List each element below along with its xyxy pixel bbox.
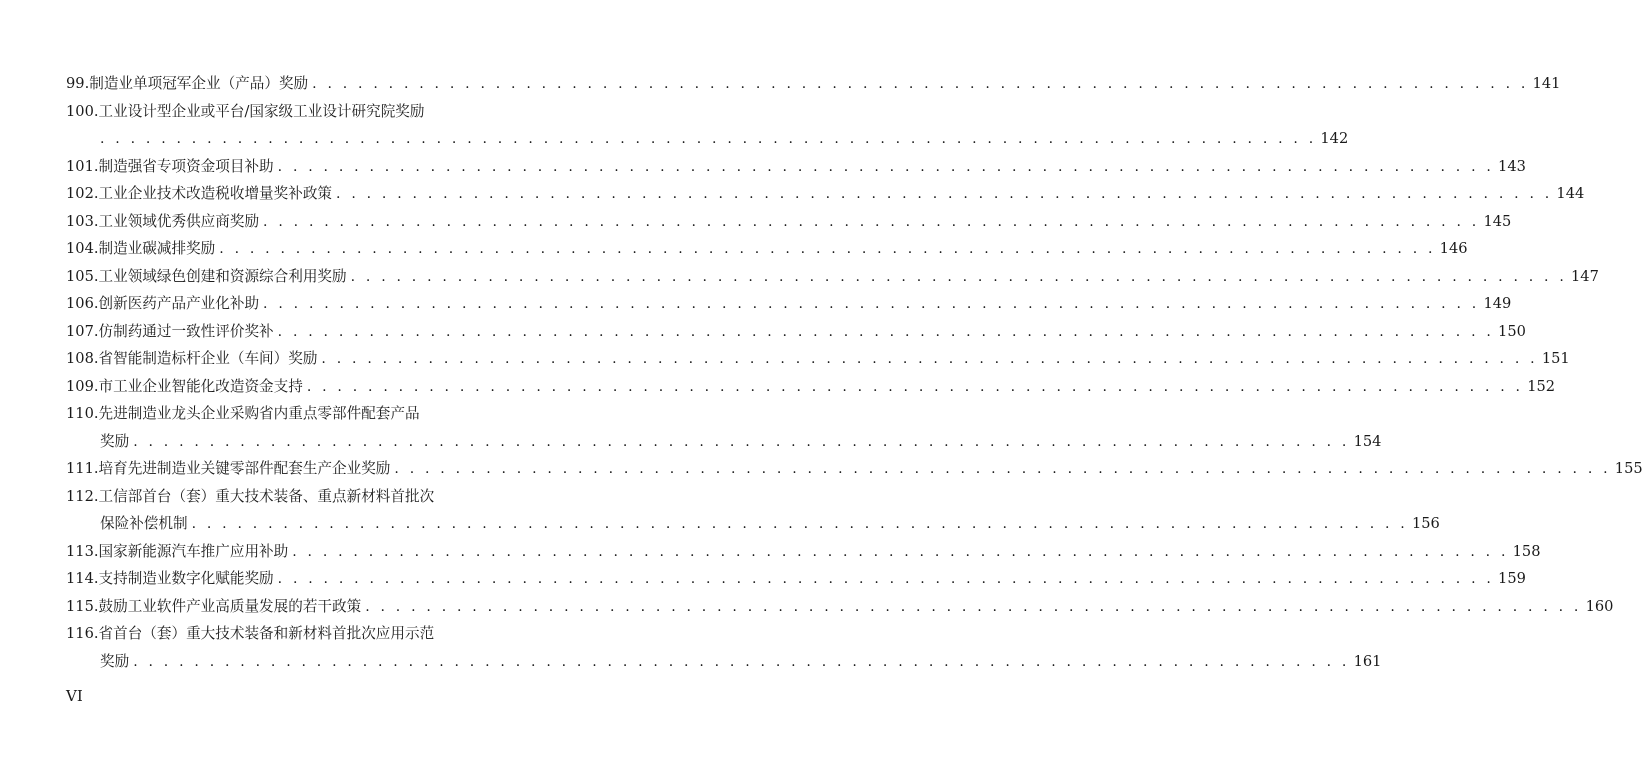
entry-title: 省首台（套）重大技术装备和新材料首批次应用示范 [98,625,435,642]
dot-leader [312,71,1528,99]
entry-number: 115. [66,597,99,615]
toc-entry[interactable] [66,538,1541,566]
entry-title: 国家新能源汽车推广应用补助 [98,542,289,560]
dot-leader [100,126,1316,154]
entry-title: 工业企业技术改造税收增量奖补政策 [98,185,333,202]
entry-page: 159 [1498,570,1526,587]
entry-title: 省智能制造标杆企业（车间）奖励 [98,350,318,367]
entry-title: 培育先进制造业关键零部件配套生产企业奖励 [98,460,391,477]
toc-entry[interactable] [66,263,1599,291]
entry-page: 141 [1532,75,1561,92]
dot-leader [263,291,1479,319]
entry-number: 103. [66,212,99,230]
toc-entry[interactable] [66,345,1570,373]
toc-entry[interactable] [66,180,1585,208]
entry-title: 工业领域优秀供应商奖励 [98,212,260,230]
dot-leader [219,236,1435,264]
entry-number: 114. [66,570,99,587]
entry-page: 147 [1571,267,1599,285]
entry-number: 105. [66,267,99,285]
dot-leader [351,264,1567,292]
entry-title-continuation: 保险补偿机制 [100,515,188,532]
toc-entry[interactable] [66,235,1468,263]
entry-number: 107. [66,322,99,340]
entry-number: 100. [66,102,99,120]
entry-page: 161 [1353,652,1382,670]
entry-number: 102. [66,185,99,202]
entry-title: 工信部首台（套）重大技术装备、重点新材料首批次 [98,487,435,505]
toc-entry-continuation[interactable] [66,428,1382,456]
toc-entry-continuation[interactable] [66,510,1440,538]
toc-entry[interactable] [66,290,1512,318]
dot-leader [321,346,1537,374]
entry-title: 制造业单项冠军企业（产品）奖励 [89,75,309,92]
entry-number: 109. [66,377,99,395]
entry-number: 111. [66,460,99,477]
entry-page: 143 [1498,157,1526,175]
dot-leader [307,374,1523,402]
table-of-contents [66,70,1643,675]
dot-leader [278,319,1494,347]
entry-page: 154 [1353,432,1382,450]
dot-leader [192,511,1408,539]
entry-title: 工业设计型企业或平台/国家级工业设计研究院奖励 [98,102,425,120]
toc-entry[interactable] [66,565,1526,593]
entry-title-continuation: 奖励 [100,652,130,670]
entry-page: 150 [1498,322,1526,340]
dot-leader [278,154,1494,182]
entry-title: 制造业碳减排奖励 [98,240,216,257]
entry-page: 156 [1411,515,1440,532]
dot-leader [394,456,1610,484]
entry-number: 110. [66,405,99,422]
toc-entry[interactable] [66,455,1643,483]
entry-title: 支持制造业数字化赋能奖励 [98,570,274,587]
toc-entry[interactable] [66,153,1526,181]
entry-number: 99. [66,75,90,92]
entry-page: 142 [1320,130,1349,147]
dot-leader [263,209,1479,237]
dot-leader [336,181,1552,209]
toc-entry-continuation[interactable] [66,125,1349,153]
entry-number: 101. [66,157,99,175]
entry-page: 146 [1439,240,1468,257]
toc-entry[interactable] [66,208,1512,236]
entry-title: 市工业企业智能化改造资金支持 [98,377,303,395]
dot-leader [133,429,1349,457]
toc-entry[interactable] [66,593,1614,621]
entry-title-continuation: 奖励 [100,432,130,450]
entry-number: 108. [66,350,99,367]
toc-entry[interactable] [66,98,464,126]
entry-number: 106. [66,295,99,312]
entry-title: 仿制药通过一致性评价奖补 [98,322,274,340]
entry-number: 113. [66,542,99,560]
entry-page: 160 [1585,597,1614,615]
entry-page: 155 [1614,460,1643,477]
dot-leader [365,594,1581,622]
toc-entry[interactable] [66,318,1526,346]
entry-page: 145 [1483,212,1512,230]
entry-number: 116. [66,625,99,642]
entry-page: 158 [1512,542,1541,560]
entry-title: 工业领域绿色创建和资源综合利用奖励 [98,267,347,285]
entry-page: 144 [1556,185,1585,202]
entry-page: 149 [1483,295,1512,312]
toc-entry[interactable] [66,483,464,511]
entry-title: 鼓励工业软件产业高质量发展的若干政策 [98,597,362,615]
toc-entry-continuation[interactable] [66,648,1382,676]
dot-leader [292,539,1508,567]
entry-title: 制造强省专项资金项目补助 [98,157,274,175]
toc-entry[interactable] [66,70,1561,98]
dot-leader [133,649,1349,677]
page-number-footer: VI [66,687,83,705]
entry-title: 先进制造业龙头企业采购省内重点零部件配套产品 [98,405,420,422]
toc-entry[interactable] [66,400,464,428]
toc-entry[interactable] [66,373,1556,401]
entry-page: 151 [1541,350,1570,367]
dot-leader [278,566,1494,594]
toc-entry[interactable] [66,620,464,648]
entry-number: 104. [66,240,99,257]
entry-title: 创新医药产品产业化补助 [98,295,260,312]
entry-number: 112. [66,487,99,505]
entry-page: 152 [1527,377,1556,395]
